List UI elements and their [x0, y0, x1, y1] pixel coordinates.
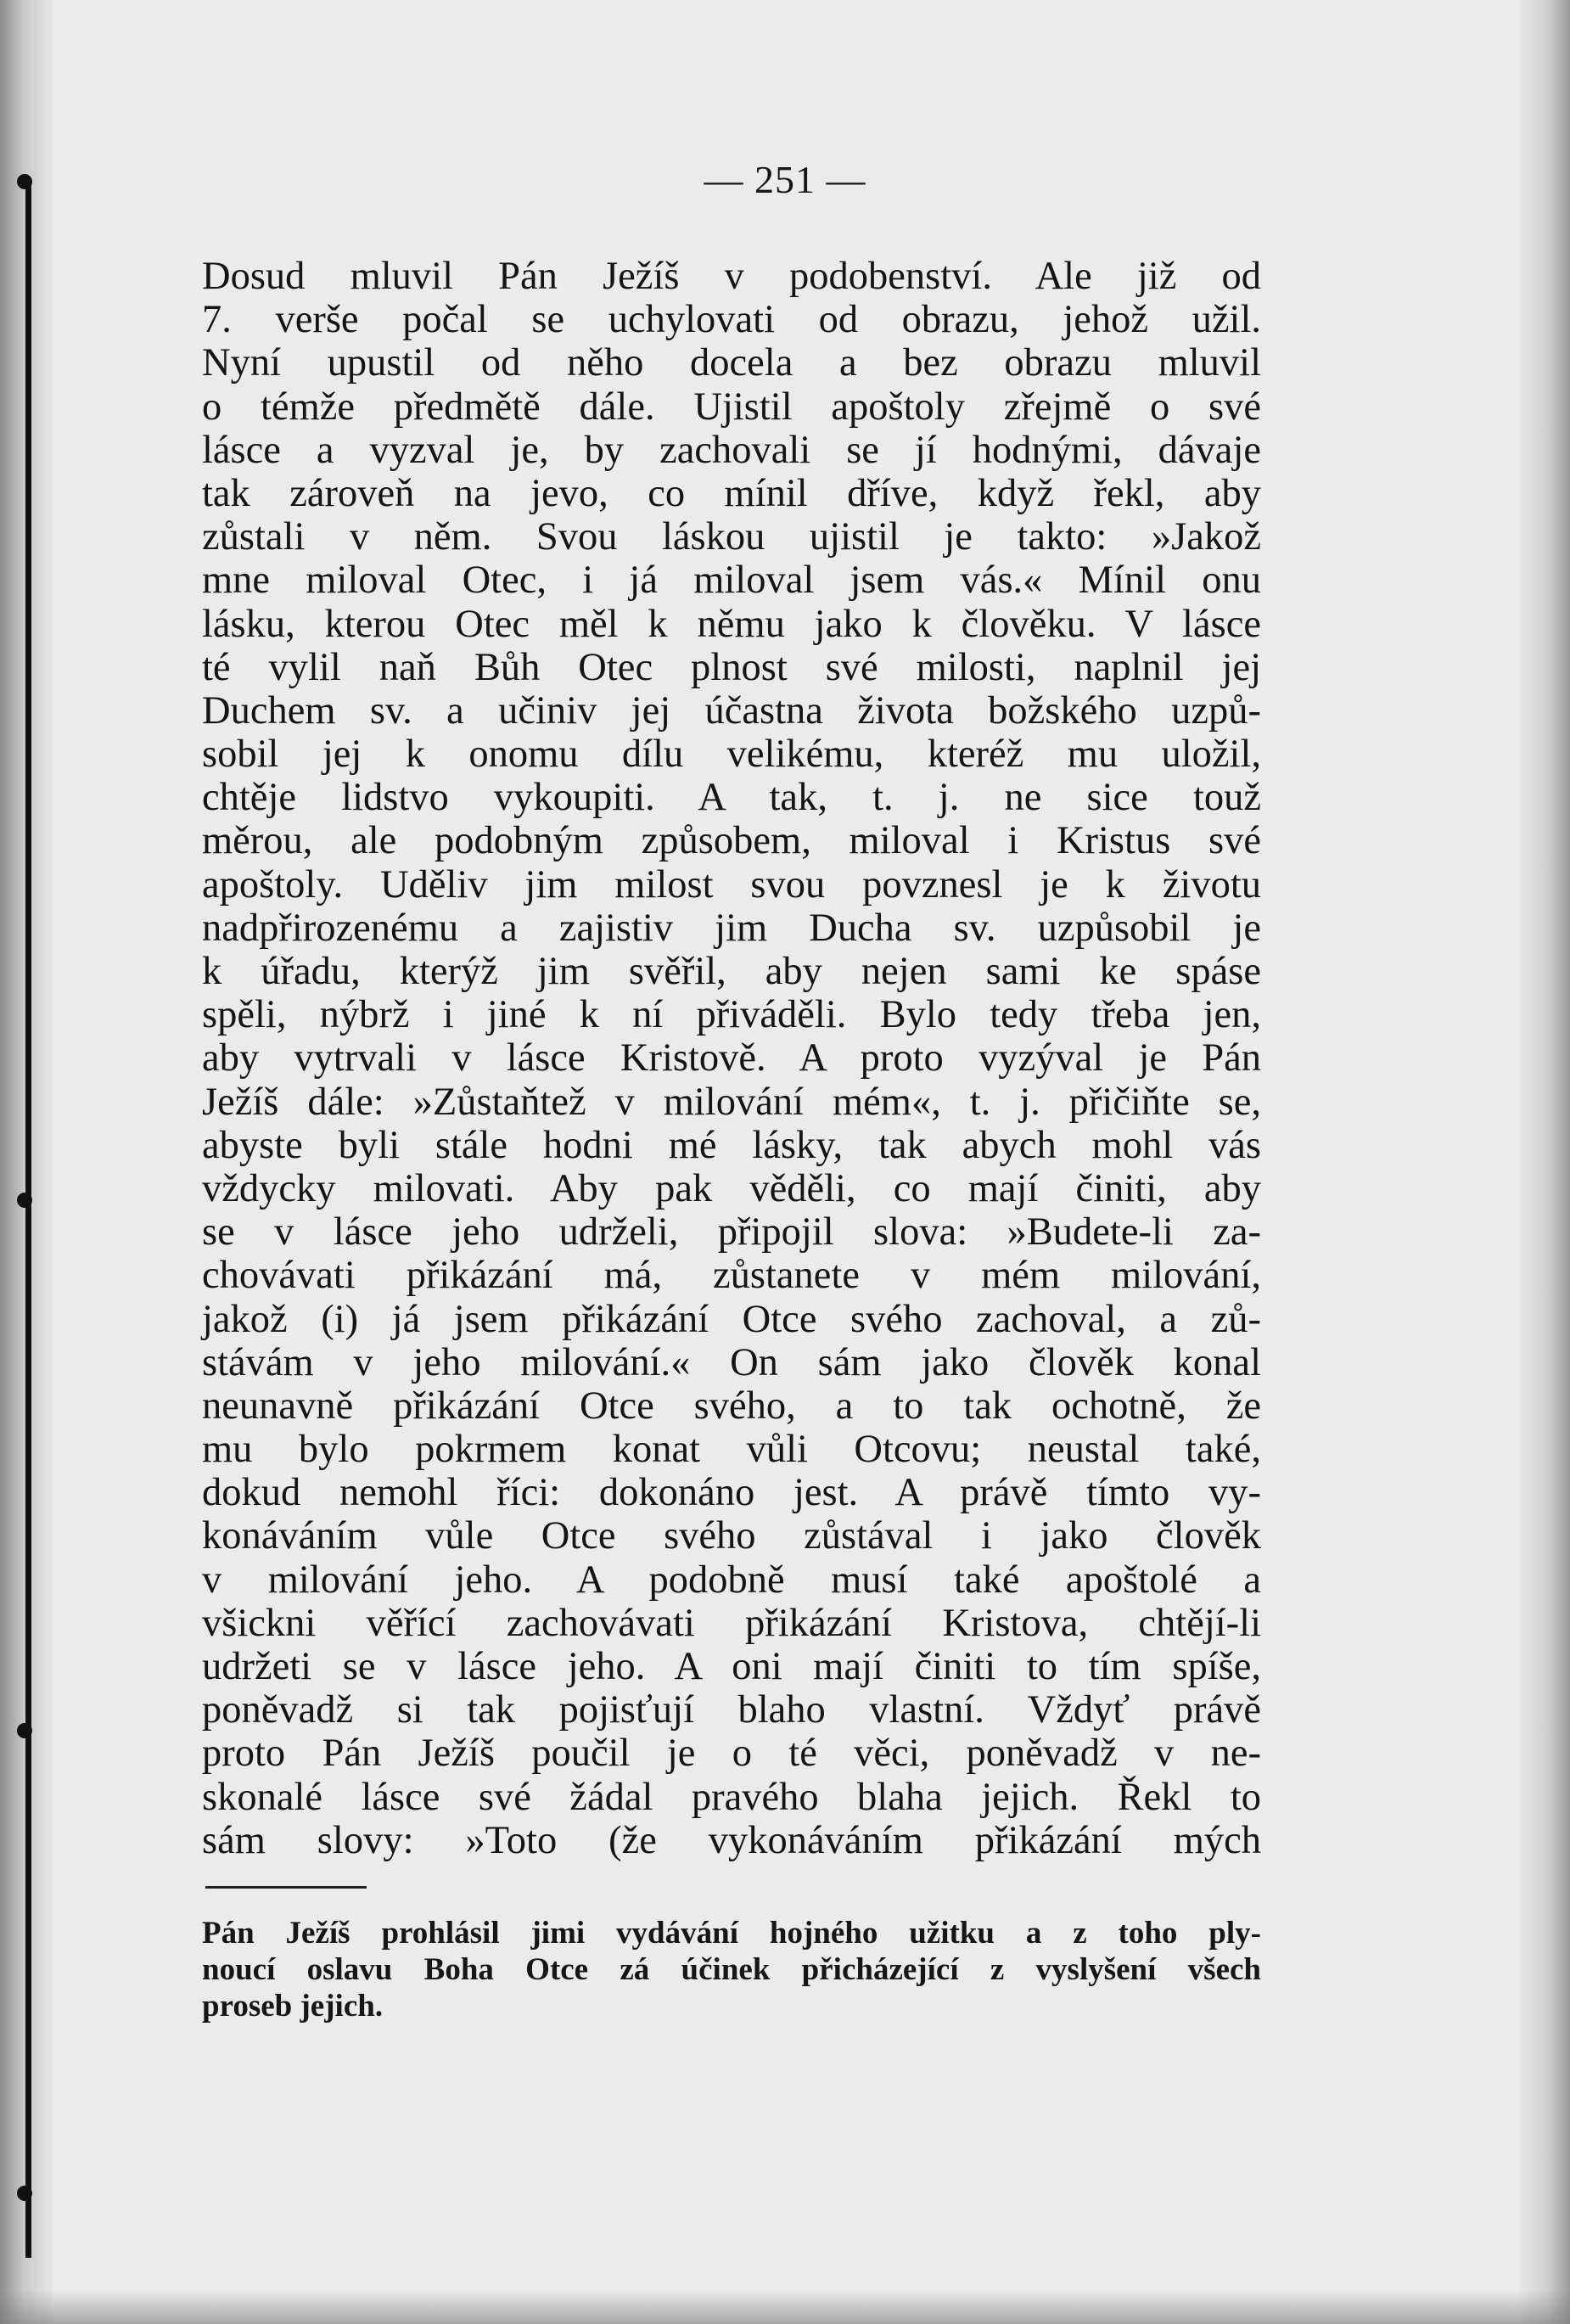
- text-line: Duchem sv. a učiniv jej účastna života božského uzpů-: [202, 688, 1261, 733]
- text-line: Ježíš dále: »Zůstaňtež v milování mém«, t. j. přičiňte se,: [202, 1080, 1261, 1124]
- text-line: neunavně přikázání Otce svého, a to tak ochotně, že: [202, 1384, 1261, 1428]
- text-line: nadpřirozenému a zajistiv jim Ducha sv. uzpůsobil je: [202, 906, 1261, 950]
- text-line: stávám v jeho milování.« On sám jako člověk konal: [202, 1340, 1261, 1384]
- text-line: proto Pán Ježíš poučil je o té věci, poněvadž v ne-: [202, 1732, 1261, 1776]
- page-number: — 251 —: [704, 158, 866, 201]
- text-line: apoštoly. Uděliv jim milost svou povznesl je k životu: [202, 862, 1261, 907]
- text-line: měrou, ale podobným způsobem, miloval i Kristus své: [202, 819, 1261, 863]
- text-line: té vylil naň Bůh Otec plnost své milosti, naplnil jej: [202, 645, 1261, 689]
- body-text: [202, 255, 1261, 1862]
- text-line: chtěje lidstvo vykoupiti. A tak, t. j. ne sice touž: [202, 776, 1261, 820]
- text-line: jakož (i) já jsem přikázání Otce svého zachoval, a zů-: [202, 1297, 1261, 1341]
- text-line: mne miloval Otec, i já miloval jsem vás.« Mínil onu: [202, 559, 1261, 603]
- text-line: Nyní upustil od něho docela a bez obrazu mluvil: [202, 341, 1261, 385]
- text-line: zůstali v něm. Svou láskou ujistil je takto: »Jakož: [202, 515, 1261, 559]
- text-line: v milování jeho. A podobně musí také apoštolé a: [202, 1558, 1261, 1602]
- text-line: Dosud mluvil Pán Ježíš v podobenství. Ale již od: [202, 255, 1261, 298]
- text-line: poněvadž si tak pojisťují blaho vlastní. Vždyť právě: [202, 1688, 1261, 1732]
- text-line: tak zároveň na jevo, co mínil dříve, když řekl, aby: [202, 471, 1261, 515]
- footnote: [202, 1915, 1261, 2024]
- bottom-scan-shadow: [0, 2290, 1570, 2324]
- text-line: 7. verše počal se uchylovati od obrazu, jehož užil.: [202, 298, 1261, 342]
- footnote-line: noucí oslavu Boha Otce zá účinek přicházející z vyslyšení všech: [202, 1952, 1261, 1987]
- text-line: všickni věřící zachovávati přikázání Kristova, chtějí-li: [202, 1601, 1261, 1645]
- footnote-line: Pán Ježíš prohlásil jimi vydávání hojného užitku a z toho ply-: [202, 1916, 1261, 1951]
- text-line: lásku, kterou Otec měl k němu jako k člověku. V lásce: [202, 602, 1261, 646]
- text-line: sobil jej k onomu dílu velikému, kteréž mu uložil,: [202, 733, 1261, 777]
- text-line: skonalé lásce své žádal pravého blaha jejich. Řekl to: [202, 1775, 1261, 1819]
- text-line: udržeti se v lásce jeho. A oni mají činiti to tím spíše,: [202, 1645, 1261, 1688]
- text-line: se v lásce jeho udrželi, připojil slova: »Budete-li za-: [202, 1210, 1261, 1255]
- binding-mark: [17, 2186, 32, 2201]
- text-line: k úřadu, kterýž jim svěřil, aby nejen sami ke spáse: [202, 950, 1261, 993]
- text-line: spěli, nýbrž i jiné k ní přiváděli. Bylo tedy třeba jen,: [202, 993, 1261, 1037]
- text-line: o témže předmětě dále. Ujistil apoštoly zřejmě o své: [202, 385, 1261, 429]
- binding-mark: [17, 1723, 32, 1738]
- text-line: mu bylo pokrmem konat vůli Otcovu; neustal také,: [202, 1428, 1261, 1472]
- text-line: aby vytrvali v lásce Kristově. A proto vyzýval je Pán: [202, 1036, 1261, 1081]
- text-line: lásce a vyzval je, by zachovali se jí hodnými, dávaje: [202, 428, 1261, 472]
- text-line: vždycky milovati. Aby pak věděli, co mají činiti, aby: [202, 1166, 1261, 1210]
- right-scan-shadow: [1519, 0, 1570, 2324]
- footnote-line: proseb jejich.: [202, 1989, 384, 2024]
- text-line: dokud nemohl říci: dokonáno jest. A právě tímto vy-: [202, 1471, 1261, 1515]
- text-line: konáváním vůle Otce svého zůstával i jako člověk: [202, 1514, 1261, 1558]
- text-line: chovávati přikázání má, zůstanete v mém milování,: [202, 1254, 1261, 1298]
- binding-edge-line: [25, 178, 31, 2258]
- binding-mark: [17, 1193, 32, 1208]
- text-line: sám slovy: »Toto (že vykonáváním přikázání mých: [202, 1818, 1261, 1862]
- footnote-separator: [205, 1886, 367, 1889]
- text-line: abyste byli stále hodni mé lásky, tak abych mohl vás: [202, 1123, 1261, 1167]
